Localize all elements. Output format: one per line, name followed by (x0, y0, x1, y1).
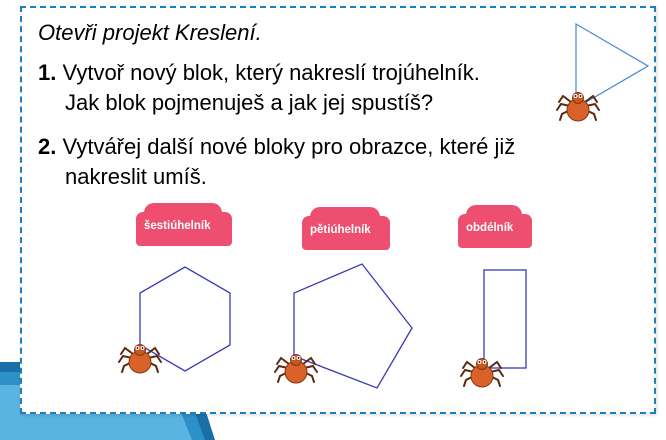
task-card (20, 6, 656, 414)
triangle-drawing (576, 24, 648, 108)
task-1-text: Vytvoř nový blok, který nakreslí trojúhelník. (56, 60, 480, 85)
hexagon-drawing (140, 267, 230, 371)
task-2-text: Vytvářej další nové bloky pro obrazce, které již (56, 134, 516, 159)
block-hexagon[interactable] (136, 212, 232, 246)
task-1-line2: Jak blok pojmenuješ a jak jej spustíš? (65, 90, 434, 115)
task-1 (38, 58, 480, 118)
spider-icon (557, 93, 599, 122)
spider-icon (119, 345, 161, 374)
intro-text: Otevři projekt Kreslení. (38, 20, 262, 45)
task-2 (38, 132, 515, 192)
task-1-number: 1. (38, 60, 57, 85)
rectangle-drawing (484, 270, 526, 368)
block-hexagon-label: šestiúhelník (144, 220, 211, 232)
pentagon-drawing (294, 264, 412, 388)
block-pentagon[interactable] (302, 216, 390, 250)
task-2-line2: nakreslit umíš. (65, 164, 207, 189)
block-pentagon-label: pětiúhelník (310, 224, 371, 236)
spider-icon (461, 359, 503, 388)
block-rectangle-label: obdélník (466, 222, 514, 234)
block-rectangle[interactable] (458, 214, 532, 248)
task-2-number: 2. (38, 134, 57, 159)
spider-icon (275, 355, 317, 384)
